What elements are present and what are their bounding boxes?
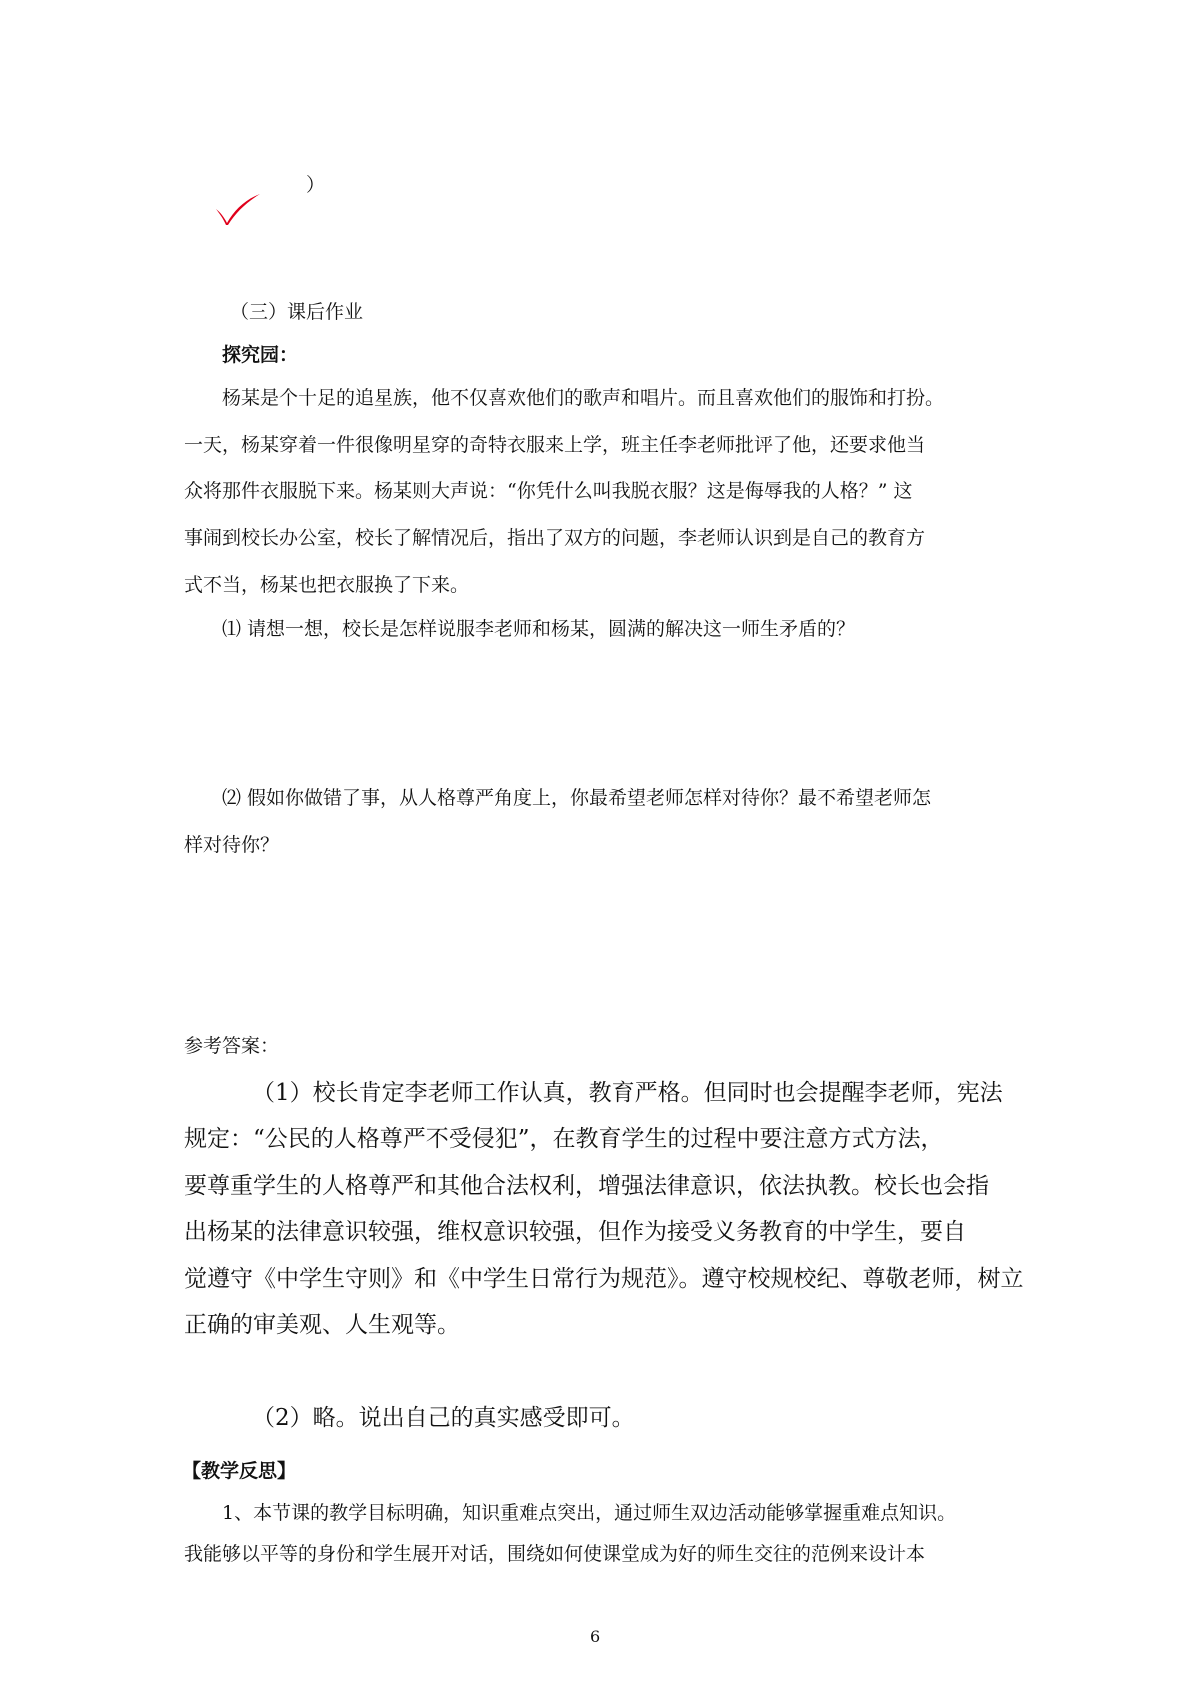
question-2: ⑵ 假如你做错了事，从人格尊严角度上，你最希望老师怎样对待你？最不希望老师怎 [222, 787, 932, 809]
closing-parenthesis: ） [306, 174, 326, 196]
story-line: 事闹到校长办公室，校长了解情况后，指出了双方的问题，李老师认识到是自己的教育方 [184, 527, 926, 549]
section-heading: （三）课后作业 [230, 301, 364, 323]
question-1: ⑴ 请想一想，校长是怎样说服李老师和杨某，圆满的解决这一师生矛盾的？ [222, 618, 856, 640]
reflection-line: 我能够以平等的身份和学生展开对话，围绕如何使课堂成为好的师生交往的范例来设计本 [184, 1543, 926, 1565]
answer-line: （2）略。说出自己的真实感受即可。 [252, 1405, 635, 1431]
answer-line: 要尊重学生的人格尊严和其他合法权利，增强法律意识，依法执教。校长也会指 [184, 1173, 989, 1199]
story-line: 一天，杨某穿着一件很像明星穿的奇特衣服来上学，班主任李老师批评了他，还要求他当 [184, 434, 926, 456]
check-mark-icon [214, 192, 262, 226]
answer-line: （1）校长肯定李老师工作认真，教育严格。但同时也会提醒李老师，宪法 [252, 1080, 1003, 1106]
answer-line: 觉遵守《中学生守则》和《中学生日常行为规范》。遵守校规校纪、尊敬老师，树立 [184, 1266, 1024, 1292]
story-line: 式不当，杨某也把衣服换了下来。 [184, 574, 470, 596]
answer-line: 规定：“公民的人格尊严不受侵犯”，在教育学生的过程中要注意方式方法， [184, 1126, 944, 1152]
question-2-continued: 样对待你？ [184, 834, 280, 856]
answers-title: 参考答案： [184, 1035, 280, 1057]
subsection-heading: 探究园： [222, 344, 299, 366]
story-line: 众将那件衣服脱下来。杨某则大声说：“你凭什么叫我脱衣服？这是侮辱我的人格？” 这 [184, 480, 913, 502]
reflection-line: 1、本节课的教学目标明确，知识重难点突出，通过师生双边活动能够掌握重难点知识。 [222, 1502, 957, 1524]
page-number: 6 [590, 1627, 601, 1646]
reflection-title: 【教学反思】 [182, 1460, 297, 1482]
story-line: 杨某是个十足的追星族，他不仅喜欢他们的歌声和唱片。而且喜欢他们的服饰和打扮。 [222, 387, 945, 409]
answer-line: 正确的审美观、人生观等。 [184, 1312, 460, 1338]
answer-line: 出杨某的法律意识较强，维权意识较强，但作为接受义务教育的中学生，要自 [184, 1219, 966, 1245]
